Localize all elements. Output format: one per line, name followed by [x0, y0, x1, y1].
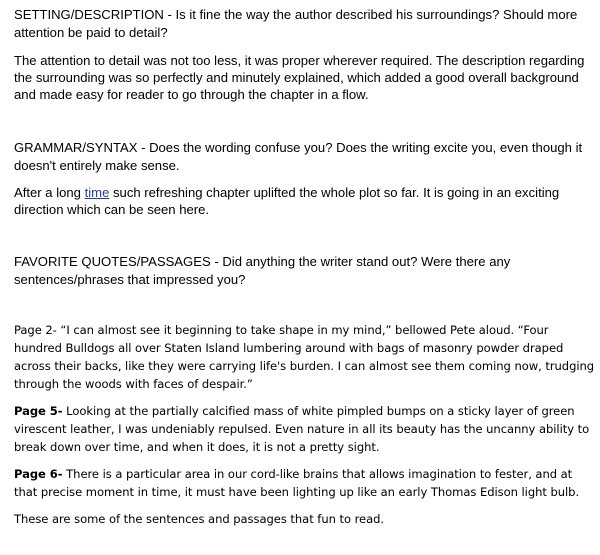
- passage-label: Page 6-: [14, 467, 63, 481]
- passage-text: There is a particular area in our cord-like brains that allows imagination to fester, and at that precise moment in time, it must have been lighting up like an early Thomas Edison light bulb.: [14, 467, 580, 499]
- grammar-question: GRAMMAR/SYNTAX - Does the wording confuse you? Does the writing excite you, even though it doesn't entirely make sense.: [14, 140, 583, 173]
- passage-label: Page 5-: [14, 404, 63, 418]
- quotes-question: FAVORITE QUOTES/PASSAGES - Did anything the writer stand out? Were there any sentences/phrases that impressed you?: [14, 254, 511, 287]
- setting-answer: The attention to detail was not too less, it was proper wherever required. The description regarding the surrounding was so perfectly and minutely explained, which added a good overall background and made easy for reader to go through the chapter in a flow.: [14, 53, 585, 102]
- passage-page-6: [14, 465, 596, 501]
- setting-question: SETTING/DESCRIPTION - Is it fine the way the author described his surroundings? Should more attention be paid to detail?: [14, 7, 578, 40]
- grammar-answer-prefix: After a long: [14, 185, 85, 200]
- passage-label: Page 2-: [14, 323, 57, 337]
- time-link[interactable]: time: [84, 185, 110, 200]
- passage-text: “I can almost see it beginning to take shape in my mind,” bellowed Pete aloud. “Four hundred Bulldogs all over Staten Island lumbering around with bags of masonry powder draped across their backs, like they were carrying life's burden. I can almost see them coming now, trudging through the woods with faces of despair.”: [14, 323, 595, 391]
- passage-page-2: [14, 321, 596, 393]
- passage-page-5: [14, 402, 596, 456]
- document-body: [14, 6, 596, 528]
- grammar-answer: [14, 184, 596, 218]
- grammar-answer-suffix: such refreshing chapter uplifted the whole plot so far. It is going in an exciting direction which can be seen here.: [14, 185, 560, 217]
- closing-line: These are some of the sentences and passages that fun to read.: [14, 512, 385, 526]
- passage-text: Looking at the partially calcified mass of white pimpled bumps on a sticky layer of green virescent leather, I was undeniably repulsed. Even nature in all its beauty has the uncanny ability to break down over time, and when it does, it is not a pretty sight.: [14, 404, 590, 454]
